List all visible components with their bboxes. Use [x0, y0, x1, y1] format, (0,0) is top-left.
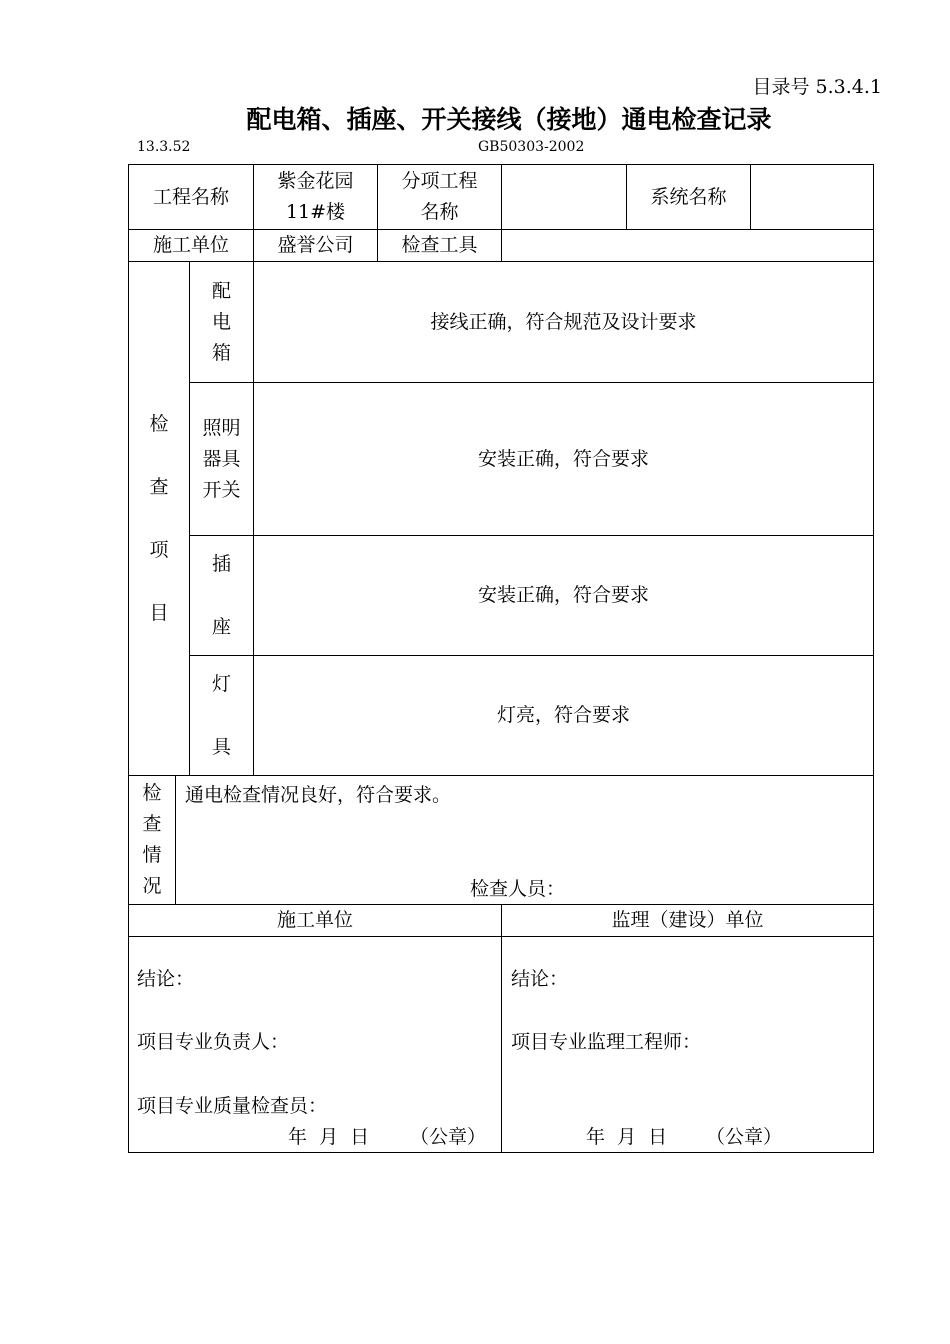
contractor-header: 施工单位	[128, 904, 502, 937]
item-distribution-box-result: 接线正确，符合规范及设计要求	[253, 261, 874, 383]
system-name-value	[750, 164, 874, 230]
form-code: 13.3.52	[137, 139, 191, 155]
sub-project-label: 分项工程 名称	[377, 164, 502, 230]
quality-inspector-label: 项目专业质量检查员：	[137, 1095, 328, 1117]
item-lamp-result: 灯亮，符合要求	[253, 655, 874, 776]
page-title: 配电箱、插座、开关接线（接地）通电检查记录	[246, 105, 772, 134]
tool-label: 检查工具	[377, 229, 502, 262]
sub-project-value	[501, 164, 627, 230]
system-name-label: 系统名称	[626, 164, 751, 230]
contractor-conclusion-label: 结论：	[137, 968, 195, 990]
standard-code: GB50303-2002	[478, 139, 585, 155]
supervisor-date-label: 年 月 日	[586, 1126, 668, 1148]
inspector-label: 检查人员：	[470, 878, 566, 900]
item-distribution-box-label: 配 电 箱	[189, 261, 254, 383]
contractor-label: 施工单位	[128, 229, 254, 262]
project-name-value: 紫金花园 11#楼	[253, 164, 378, 230]
tool-value	[501, 229, 874, 262]
item-socket-label: 插 座	[189, 535, 254, 656]
supervisor-engineer-label: 项目专业监理工程师：	[511, 1031, 702, 1053]
supervisor-conclusion-label: 结论：	[511, 968, 569, 990]
inspection-group-label: 检 查 项 目	[128, 261, 190, 776]
supervisor-seal-label: （公章）	[706, 1126, 783, 1148]
situation-text: 通电检查情况良好，符合要求。	[185, 784, 452, 806]
contractor-seal-label: （公章）	[410, 1126, 487, 1148]
situation-label: 检 查 情 况	[128, 775, 176, 905]
contractor-date-label: 年 月 日	[288, 1126, 370, 1148]
item-socket-result: 安装正确，符合要求	[253, 535, 874, 656]
contractor-value: 盛誉公司	[253, 229, 378, 262]
supervisor-header: 监理（建设）单位	[501, 904, 874, 937]
item-lighting-switch-label: 照明 器具 开关	[189, 382, 254, 536]
item-lamp-label: 灯 具	[189, 655, 254, 776]
item-lighting-switch-result: 安装正确，符合要求	[253, 382, 874, 536]
project-name-label: 工程名称	[128, 164, 254, 230]
contractor-leader-label: 项目专业负责人：	[137, 1031, 290, 1053]
catalog-number: 目录号 5.3.4.1	[752, 76, 882, 98]
